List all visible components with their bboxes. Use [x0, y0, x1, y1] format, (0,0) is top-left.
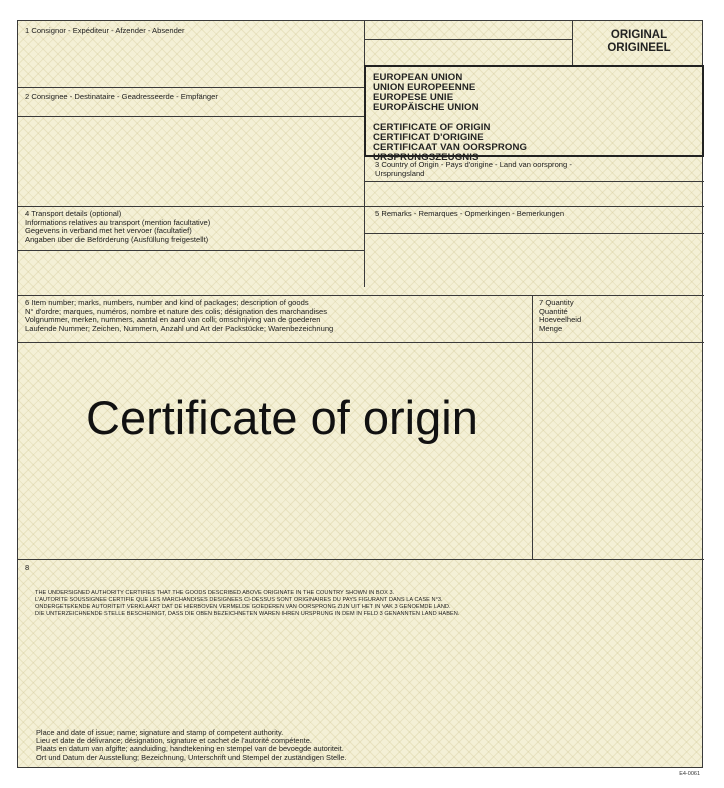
box8-certification-text: THE UNDERSIGNED AUTHORITY CERTIFIES THAT THE GOODS DESCRIBED ABOVE ORIGINATE IN THE COUNTRY SHOWN IN BOX 3. L'AUTORITE SOUSSIGNEE CERTIFIE QUE LES MARCHANDISES DESIGNEES CI-DESSUS SONT ORIGINAIRES DU PAYS FIGURANT DANS LA CASE N°3. ONDERGETEKENDE AUTORITEIT VERKLAART DAT DE HIERBOVEN VERMELDE GOEDEREN VAN OORSPRONG ZIJN UIT HET IN VAK 3 GENOEMDE LAND. DIE UNTERZEICHNENDE STELLE BESCHEINIGT, DASS DIE OBEN BEZEICHNETEN WAREN IHREN URSPRUNG IN DEM IN FELD 3 GENANNTEN LAND HABEN. [35, 590, 460, 617]
box3-country-label: 3 Country of Origin - Pays d'origine - Land van oorsprong - Ursprungsland [375, 160, 572, 178]
divider [18, 87, 364, 88]
eu-certificate-title: EUROPEAN UNION UNION EUROPEENNE EUROPESE UNIE EUROPÄISCHE UNION CERTIFICATE OF ORIGIN CERTIFICAT D'ORIGINE CERTIFICAAT VAN OORSPRONG URSPRUNGSZEUGNIS [373, 72, 528, 163]
divider [532, 295, 533, 559]
divider [18, 116, 364, 117]
divider [572, 21, 573, 65]
divider [18, 342, 704, 343]
box8-signature-instructions: Place and date of issue; name; signature and stamp of competent authority. Lieu et date de délivrance; désignation, signature et cachet de l'autorité compétente. Plaats en datum van afgifte; aanduiding, handtekening en stempel van de bevoegde autoriteit. Ort und Datum der Ausstellung; Bezeichnung, Unterschrift und Stempel der zuständigen Stelle. [36, 728, 347, 762]
divider [364, 181, 704, 182]
original-label: ORIGINAL ORIGINEEL [607, 29, 671, 54]
divider [364, 233, 704, 234]
box8-number: 8 [25, 563, 30, 572]
divider [18, 295, 704, 296]
box7-quantity-label: 7 Quantity Quantité Hoeveelheid Menge [539, 298, 582, 333]
divider [364, 39, 572, 40]
divider [18, 559, 704, 560]
form-code: E4-0061 [679, 771, 700, 777]
box2-consignee-label: 2 Consignee - Destinataire - Geadresseerde - Empfänger [25, 92, 218, 101]
divider [18, 206, 704, 207]
box1-consignor-label: 1 Consignor - Expéditeur - Afzender - Absender [25, 26, 185, 35]
overlay-title: Certificate of origin [86, 391, 478, 444]
divider [18, 250, 364, 251]
box4-transport-label: 4 Transport details (optional) Informations relatives au transport (mention facultative) Gegevens in verband met het vervoer (facultatief) Angaben über die Beförderung (Ausfüllung freigestellt) [25, 209, 211, 244]
box5-remarks-label: 5 Remarks - Remarques - Opmerkingen - Bemerkungen [375, 209, 565, 218]
box6-items-label: 6 Item number; marks, numbers, number and kind of packages; description of goods N° d'ordre; marques, numéros, nombre et nature des colis; désignation des marchandises Volgnummer, merken, nummers, aantal en aard van colli; omschrijving van de goederen Laufende Nummer; Zeichen, Nummern, Anzahl und Art der Packstücke; Warenbezeichnung [25, 298, 334, 333]
